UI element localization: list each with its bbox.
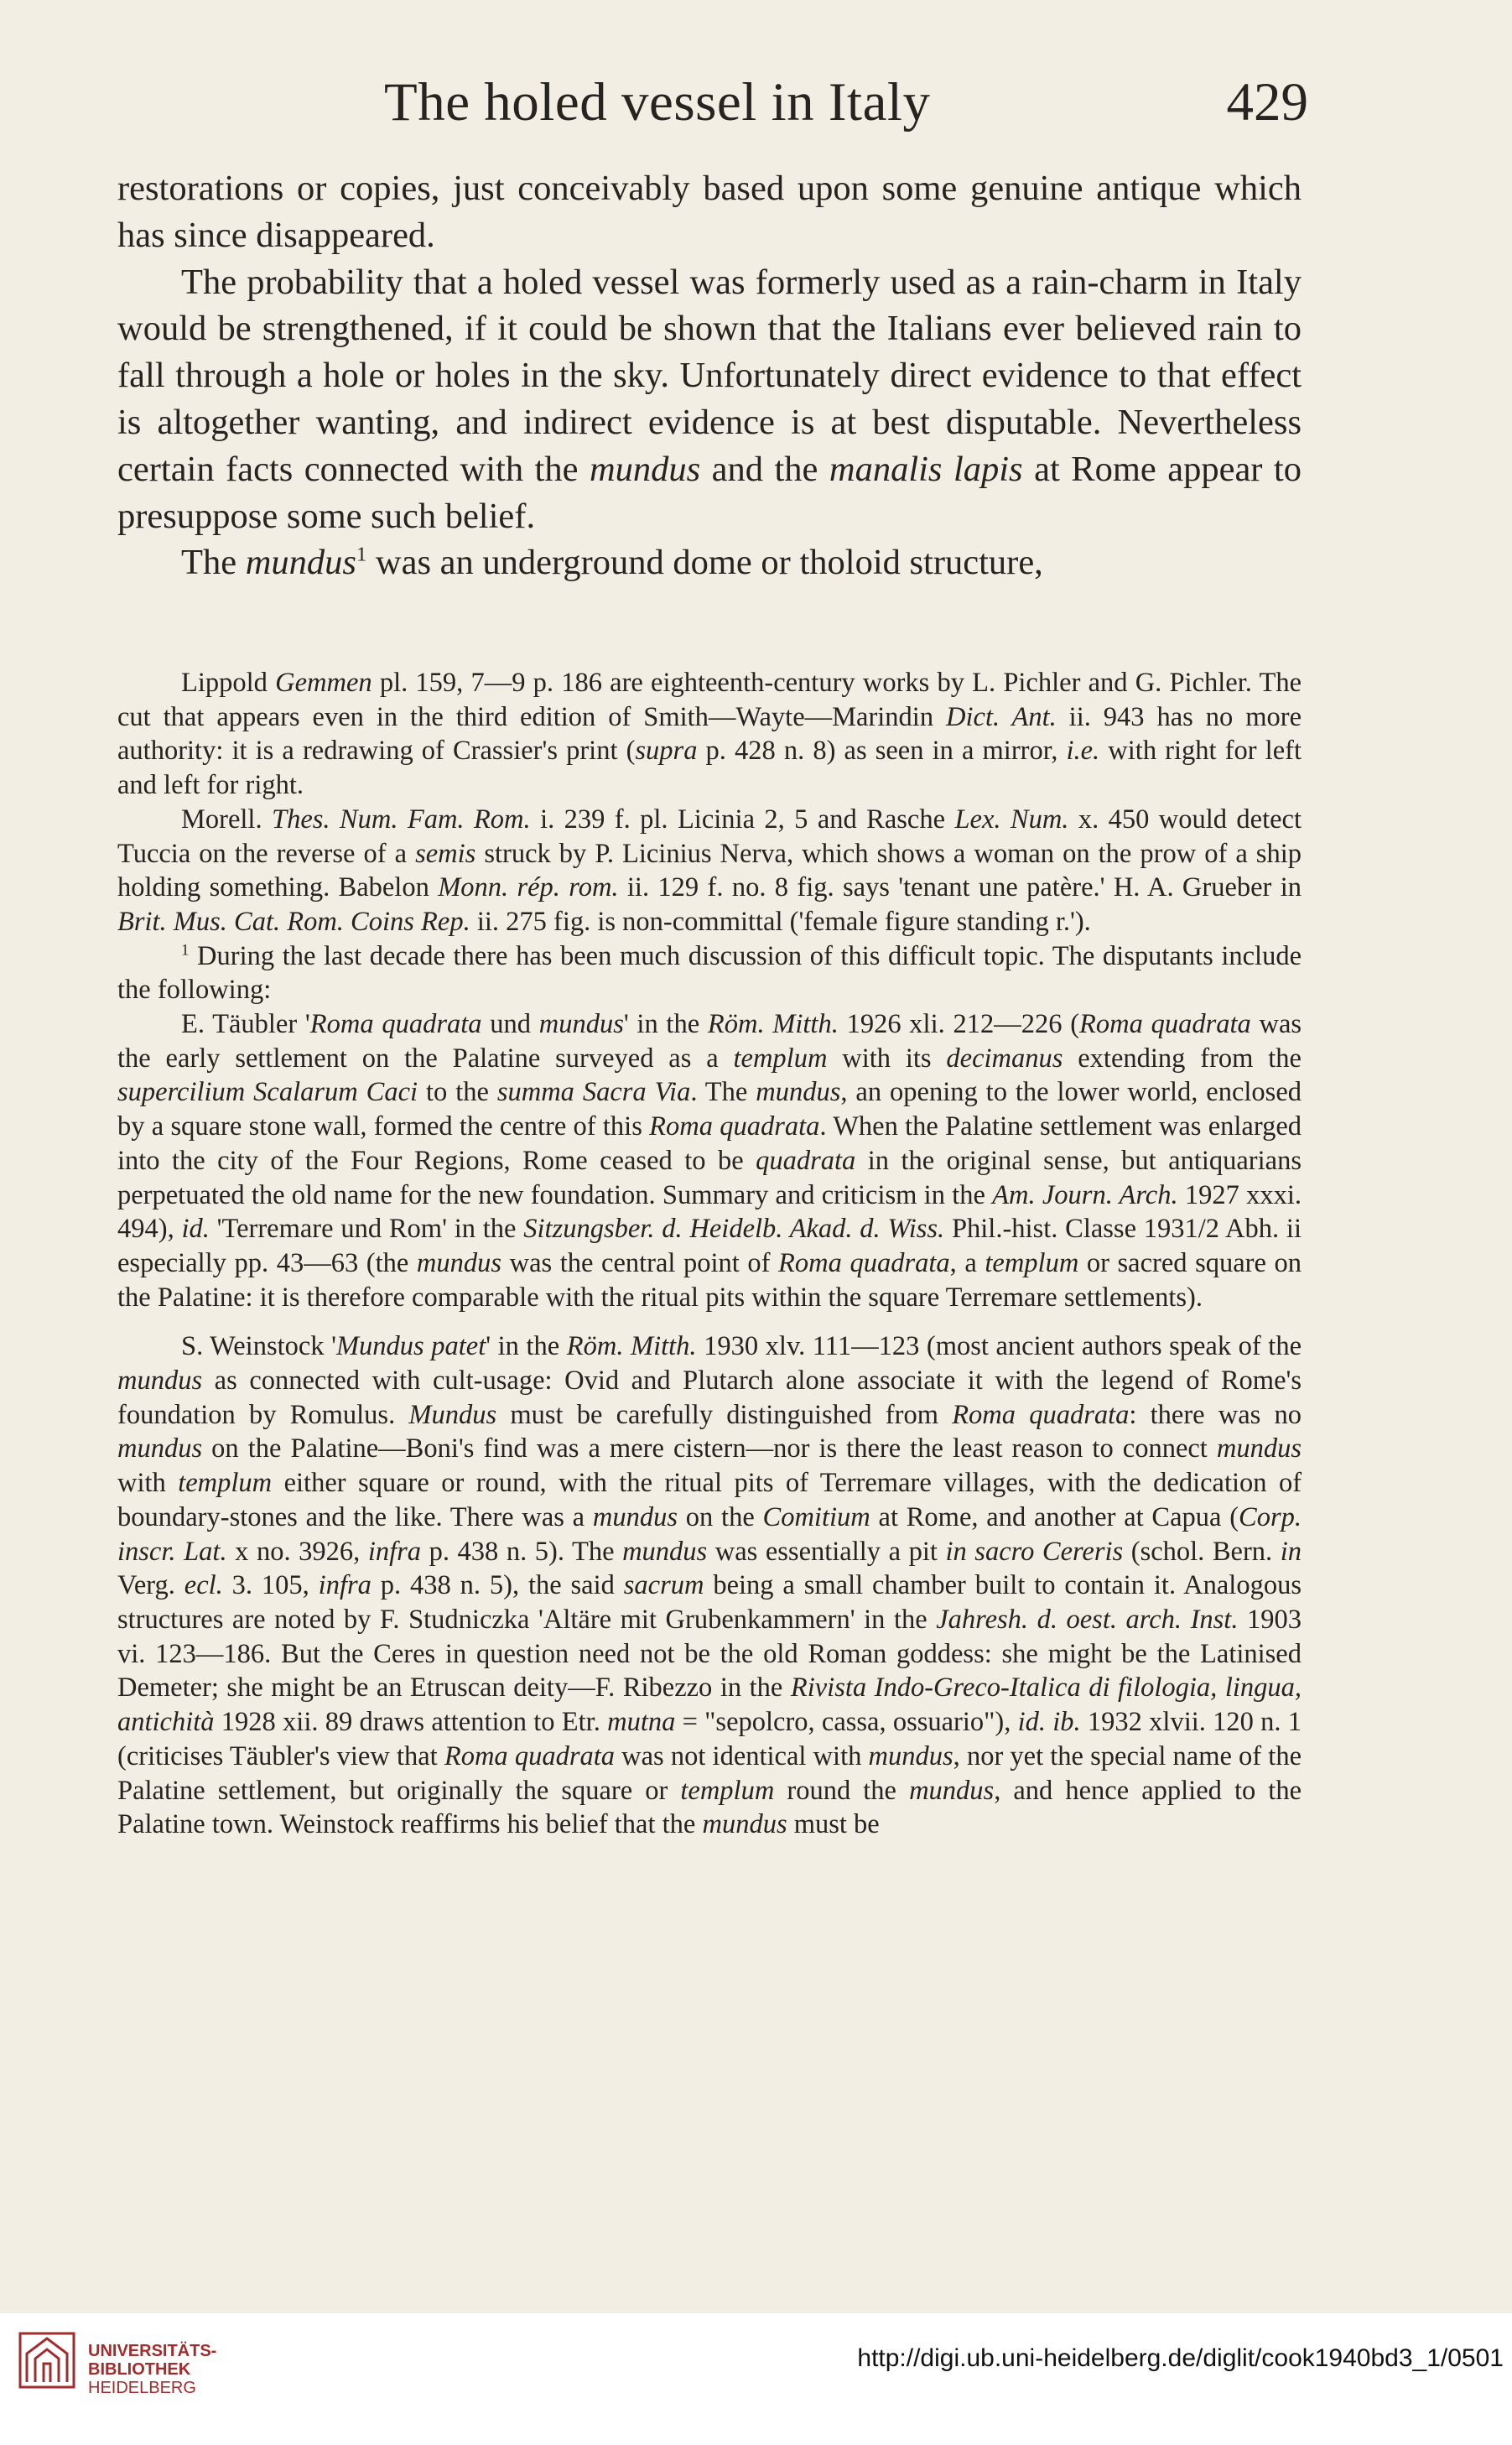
note-text: 1932 xlvii. 120 n. 1 (criticises Täubler's view that: [117, 1707, 1302, 1771]
note-text: was the central point of: [501, 1247, 779, 1278]
note-italic: Dict. Ant.: [946, 701, 1057, 732]
library-footer: [0, 2313, 1512, 2445]
note-text: E. Täubler ': [181, 1009, 310, 1040]
note-text: ' in the: [623, 1009, 708, 1040]
term-mundus: mundus: [245, 543, 356, 583]
note-text: was essentially a pit: [707, 1536, 946, 1567]
note-italic: mundus: [702, 1809, 787, 1840]
note-text: , an opening to the lower world, enclosed by a square stone wall, formed the centre of this: [117, 1077, 1302, 1142]
note-italic: summa Sacra Via: [496, 1077, 691, 1108]
footnote-continuation: [117, 666, 1302, 803]
note-italic: Brit. Mus. Cat. Rom. Coins Rep.: [117, 906, 470, 937]
note-text: extending from the: [1063, 1043, 1302, 1074]
note-italic: mundus: [756, 1077, 841, 1108]
note-text: with its: [827, 1043, 947, 1074]
note-italic: in sacro Cereris: [945, 1536, 1124, 1567]
term-mundus: mundus: [589, 449, 701, 489]
note-text: in the original sense, but antiquarians perpetuated the old name for the new foundation. Summary and criticism in the: [117, 1145, 1302, 1210]
note-italic: i.e.: [1066, 736, 1100, 767]
note-italic: Jahresh. d. oest. arch. Inst.: [936, 1604, 1239, 1635]
note-text: ii. 129 f. no. 8 fig. says 'tenant une patère.' H. A. Grueber in: [618, 872, 1302, 903]
note-italic: Roma quadrata: [649, 1111, 820, 1142]
note-italic: Lex. Num.: [954, 804, 1069, 835]
note-text: struck by P. Licinius Nerva, which shows a woman on the prow of a ship holding something. Babelon: [117, 838, 1302, 903]
note-italic: Roma quadrata: [1079, 1009, 1251, 1040]
note-italic: templum: [680, 1775, 775, 1806]
note-text: ii. 943 has no more authority: it is a redrawing of Crassier's print (: [117, 701, 1302, 767]
note-text: 1926 xli. 212—226 (: [838, 1009, 1080, 1040]
footnote-taubler: [117, 1007, 1302, 1314]
note-italic: mundus: [538, 1009, 624, 1040]
note-italic: Röm. Mitth.: [707, 1009, 839, 1040]
note-text: to the: [418, 1077, 497, 1108]
paragraph-2-text-b: and the: [700, 449, 829, 489]
footnote-weinstock: [117, 1329, 1302, 1842]
running-title: The holed vessel in Italy: [384, 72, 931, 133]
page-number: 429: [1226, 72, 1308, 133]
note-italic: semis: [415, 838, 476, 869]
library-logo-icon: [18, 2332, 75, 2389]
note-text: Morell.: [181, 804, 272, 835]
note-text: = "sepolcro, cassa, ossuario"),: [675, 1707, 1018, 1738]
note-text: ii. 275 fig. is non-committal ('female figure standing r.').: [470, 906, 1091, 937]
note-text: und: [481, 1009, 539, 1040]
note-text: x. 450 would detect Tuccia on the reverse of a: [117, 804, 1302, 869]
note-italic: id.: [181, 1214, 210, 1245]
note-italic: Roma quadrata: [444, 1740, 615, 1771]
note-italic: Thes. Num. Fam. Rom.: [272, 804, 531, 835]
note-text: was the early settlement on the Palatine surveyed as a: [117, 1009, 1302, 1074]
footnote-marker: 1: [356, 544, 367, 567]
paragraph-3-text-a: The: [181, 543, 246, 583]
note-text: with: [117, 1468, 179, 1499]
paragraph-2: [117, 259, 1302, 540]
note-text: as connected with cult-usage: Ovid and Plutarch alone associate it with the legend of Rome's foundation by Romulus.: [117, 1366, 1302, 1430]
note-text: 3. 105,: [222, 1570, 319, 1601]
note-text: 1927 xxxi. 494),: [117, 1179, 1302, 1245]
library-name-line: HEIDELBERG: [88, 2379, 196, 2397]
note-text: (schol. Bern.: [1123, 1536, 1281, 1567]
note-italic: supra: [635, 736, 698, 767]
note-italic: mundus: [416, 1247, 502, 1278]
note-italic: quadrata: [756, 1145, 856, 1176]
note-italic: mundus: [868, 1740, 953, 1771]
note-italic: mundus: [592, 1501, 678, 1532]
note-italic: Comitium: [762, 1501, 870, 1532]
note-text: , a: [949, 1247, 985, 1278]
paragraph-3: [117, 539, 1302, 586]
note-text: p. 438 n. 5). The: [421, 1536, 623, 1567]
note-text: being a small chamber built to contain it. Analogous structures are noted by F. Studniczka 'Altäre mit Grubenkammern' in the: [117, 1570, 1302, 1635]
note-italic: Roma quadrata: [778, 1247, 950, 1278]
library-name-line: UNIVERSITÄTS-: [88, 2342, 217, 2360]
note-italic: mundus: [117, 1433, 203, 1464]
note-text: on the: [678, 1501, 763, 1532]
note-text: S. Weinstock ': [181, 1331, 336, 1362]
note-text: p. 428 n. 8) as seen in a mirror,: [697, 736, 1067, 767]
note-text: . The: [690, 1077, 756, 1108]
note-text: : there was no: [1129, 1399, 1302, 1430]
note-text: round the: [774, 1775, 910, 1806]
note-text: , and hence applied to the Palatine town. Weinstock reaffirms his belief that the: [117, 1775, 1302, 1840]
note-italic: Rivista Indo-Greco-Italica di filologia, lingua, antichità: [117, 1672, 1302, 1738]
note-text: p. 438 n. 5), the said: [371, 1570, 624, 1601]
note-italic: mundus: [1216, 1433, 1302, 1464]
footnotes: [117, 666, 1302, 1842]
note-italic: infra: [367, 1536, 422, 1567]
footnote-1: [117, 939, 1302, 1007]
note-italic: Corp. inscr. Lat.: [117, 1501, 1302, 1567]
note-italic: id. ib.: [1017, 1707, 1081, 1738]
note-text: must be carefully distinguished from: [496, 1399, 953, 1430]
note-text: either square or round, with the ritual pits of Terremare villages, with the dedication of boundary-stones and the like. There was a: [117, 1468, 1302, 1532]
note-text: 1930 xlv. 111—123 (most ancient authors speak of the: [696, 1331, 1302, 1362]
note-text: During the last decade there has been much discussion of this difficult topic. The disputants include the following:: [117, 940, 1302, 1006]
note-text: 'Terremare und Rom' in the: [209, 1214, 524, 1245]
note-text: x no. 3926,: [226, 1536, 368, 1567]
paragraph-1: [117, 165, 1302, 259]
paragraph-3-text-b: was an underground dome or tholoid structure,: [366, 543, 1043, 583]
note-text: , nor yet the special name of the Palatine settlement, but originally the square or: [117, 1740, 1302, 1806]
paragraph-2-text-a: The probability that a holed vessel was formerly used as a rain-charm in Italy would be strengthened, if it could be shown that the Italians ever believed rain to fall through a hole or holes in the sky. Unfortunately direct evidence to that effect is altogether wanting, and indirect evidence is at best disputable. Nevertheless certain facts connected with the: [117, 262, 1302, 489]
note-italic: mundus: [622, 1536, 708, 1567]
note-text: ' in the: [486, 1331, 567, 1362]
note-italic: Gemmen: [275, 668, 372, 698]
note-italic: Roma quadrata: [952, 1399, 1130, 1430]
term-manalis-lapis: manalis lapis: [829, 449, 1023, 489]
paragraph-2-text-c: at Rome appear to presuppose some such belief.: [117, 449, 1302, 536]
footnote-morell: [117, 803, 1302, 939]
note-italic: Röm. Mitth.: [566, 1331, 697, 1362]
page-header: [117, 64, 1308, 141]
note-text: 1928 xii. 89 draws attention to Etr.: [214, 1707, 608, 1738]
note-text: Lippold: [181, 668, 276, 698]
note-italic: sacrum: [623, 1570, 704, 1601]
note-italic: infra: [318, 1570, 372, 1601]
note-italic: mundus: [909, 1775, 995, 1806]
note-text: 1903 vi. 123—186. But the Ceres in question need not be the old Roman goddess: she might be the Latinised Demeter; she might be an Etruscan deity—F. Ribezzo in the: [117, 1604, 1302, 1704]
library-name: [88, 2342, 216, 2397]
footnote-number: 1: [181, 940, 190, 959]
paragraph-1-text: restorations or copies, just conceivably based upon some genuine antique which has since disappeared.: [117, 169, 1302, 255]
note-text: on the Palatine—Boni's find was a mere cistern—nor is there the least reason to connect: [202, 1433, 1217, 1464]
note-italic: supercilium Scalarum Caci: [117, 1077, 418, 1108]
note-text: . When the Palatine settlement was enlarged into the city of the Four Regions, Rome ceased to be: [117, 1111, 1302, 1176]
note-italic: Monn. rép. rom.: [438, 872, 619, 903]
note-text: with right for left and left for right.: [117, 736, 1302, 801]
note-italic: mutna: [607, 1707, 676, 1738]
note-text: must be: [787, 1809, 880, 1840]
note-italic: mundus: [117, 1366, 203, 1397]
note-italic: Am. Journ. Arch.: [992, 1179, 1178, 1210]
note-italic: Mundus: [408, 1399, 497, 1430]
note-text: at Rome, and another at Capua (: [870, 1501, 1239, 1532]
note-italic: Roma quadrata: [309, 1009, 482, 1040]
note-italic: templum: [733, 1043, 828, 1074]
note-italic: Mundus patet: [335, 1331, 486, 1362]
note-italic: decimanus: [946, 1043, 1063, 1074]
note-italic: templum: [985, 1247, 1079, 1278]
note-text: i. 239 f. pl. Licinia 2, 5 and Rasche: [530, 804, 955, 835]
note-italic: in: [1280, 1536, 1302, 1567]
note-italic: templum: [178, 1468, 273, 1499]
note-text: or sacred square on the Palatine: it is therefore comparable with the ritual pits within the square Terremare settlements).: [117, 1247, 1302, 1313]
note-text: Verg.: [117, 1570, 184, 1601]
note-italic: ecl.: [184, 1570, 223, 1601]
library-name-line: BIBLIOTHEK: [88, 2360, 191, 2379]
note-text: pl. 159, 7—9 p. 186 are eighteenth-century works by L. Pichler and G. Pichler. The cut that appears even in the third edition of Smith—Wayte—Marindin: [117, 668, 1302, 732]
main-text: [117, 165, 1302, 586]
note-text: was not identical with: [615, 1740, 869, 1771]
note-text: Phil.-hist. Classe 1931/2 Abh. ii especially pp. 43—63 (the: [117, 1214, 1302, 1278]
source-url-link[interactable]: http://digi.ub.uni-heidelberg.de/diglit/cook1940bd3_1/0501: [857, 2344, 1504, 2372]
note-italic: Sitzungsber. d. Heidelb. Akad. d. Wiss.: [523, 1214, 945, 1245]
